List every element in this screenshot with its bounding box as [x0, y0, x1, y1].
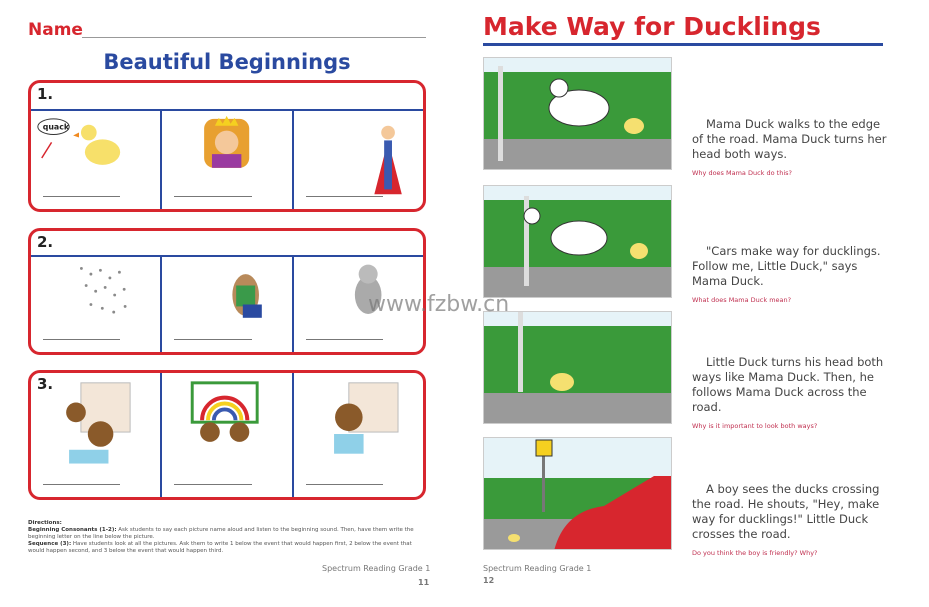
directions-seq-label: Sequence (3):: [28, 541, 72, 547]
story-illustration-1: [483, 57, 672, 170]
section-number: 2.: [37, 233, 54, 251]
directions-bc-text: Ask students to say each picture name aloud and listen to the beginning sound. Then, have them write the beginning letter on the line below the picture.: [28, 527, 414, 540]
story-paragraph-3: Little Duck turns his head both ways like Mama Duck. Then, he follows Mama Duck across the road. Why is it important to look both ways?: [692, 355, 887, 434]
story-question: Why does Mama Duck do this?: [692, 169, 792, 177]
left-footer: Spectrum Reading Grade 1: [322, 564, 431, 573]
watermark: www.fzbw.cn: [368, 292, 510, 317]
story-question: Do you think the boy is friendly? Why?: [692, 549, 818, 557]
picture-queen: [292, 111, 423, 209]
picture-duck: [31, 111, 160, 209]
section-number: 1.: [37, 85, 54, 103]
quack-label: quack: [42, 122, 70, 132]
right-footer: Spectrum Reading Grade 1: [483, 564, 592, 573]
picture-sequence-b: [160, 373, 291, 497]
section-3: [28, 370, 426, 500]
section-number: 3.: [37, 375, 54, 393]
picture-sequence-a: [31, 373, 160, 497]
section-1: [28, 80, 426, 212]
left-page-number: 11: [418, 578, 430, 587]
directions: [28, 520, 423, 555]
title-rule: [483, 43, 883, 46]
picture-kangaroo: [160, 257, 291, 352]
directions-heading: Directions:: [28, 520, 62, 526]
story-title: Make Way for Ducklings: [483, 12, 821, 41]
story-paragraph-1: Mama Duck walks to the edge of the road. Mama Duck turns her head both ways. Why does Mama Duck do this?: [692, 117, 887, 181]
picture-king: [160, 111, 291, 209]
section-2: [28, 228, 426, 355]
story-paragraph-2: "Cars make way for ducklings. Follow me, Little Duck," says Mama Duck. What does Mama Duck mean?: [692, 244, 887, 308]
page-title: Beautiful Beginnings: [103, 50, 351, 74]
story-illustration-4: [483, 437, 672, 550]
story-illustration-2: [483, 185, 672, 298]
picture-rain: [31, 257, 160, 352]
directions-seq-text: Have students look at all the pictures. Ask them to write 1 below the event that would happen first, 2 below the event that would happen second, and 3 below the event that would happen third.: [28, 541, 412, 554]
story-question: What does Mama Duck mean?: [692, 296, 792, 304]
story-question: Why is it important to look both ways?: [692, 422, 818, 430]
picture-sequence-c: [292, 373, 423, 497]
name-label: Name: [28, 20, 83, 40]
directions-bc-label: Beginning Consonants (1-2):: [28, 527, 117, 533]
story-illustration-3: [483, 311, 672, 424]
right-page-number: 12: [483, 576, 495, 585]
story-paragraph-4: A boy sees the ducks crossing the road. He shouts, "Hey, make way for ducklings!" Little Duck crosses the road. Do you think the boy is friendly? Why?: [692, 482, 887, 561]
name-line: [82, 37, 426, 38]
